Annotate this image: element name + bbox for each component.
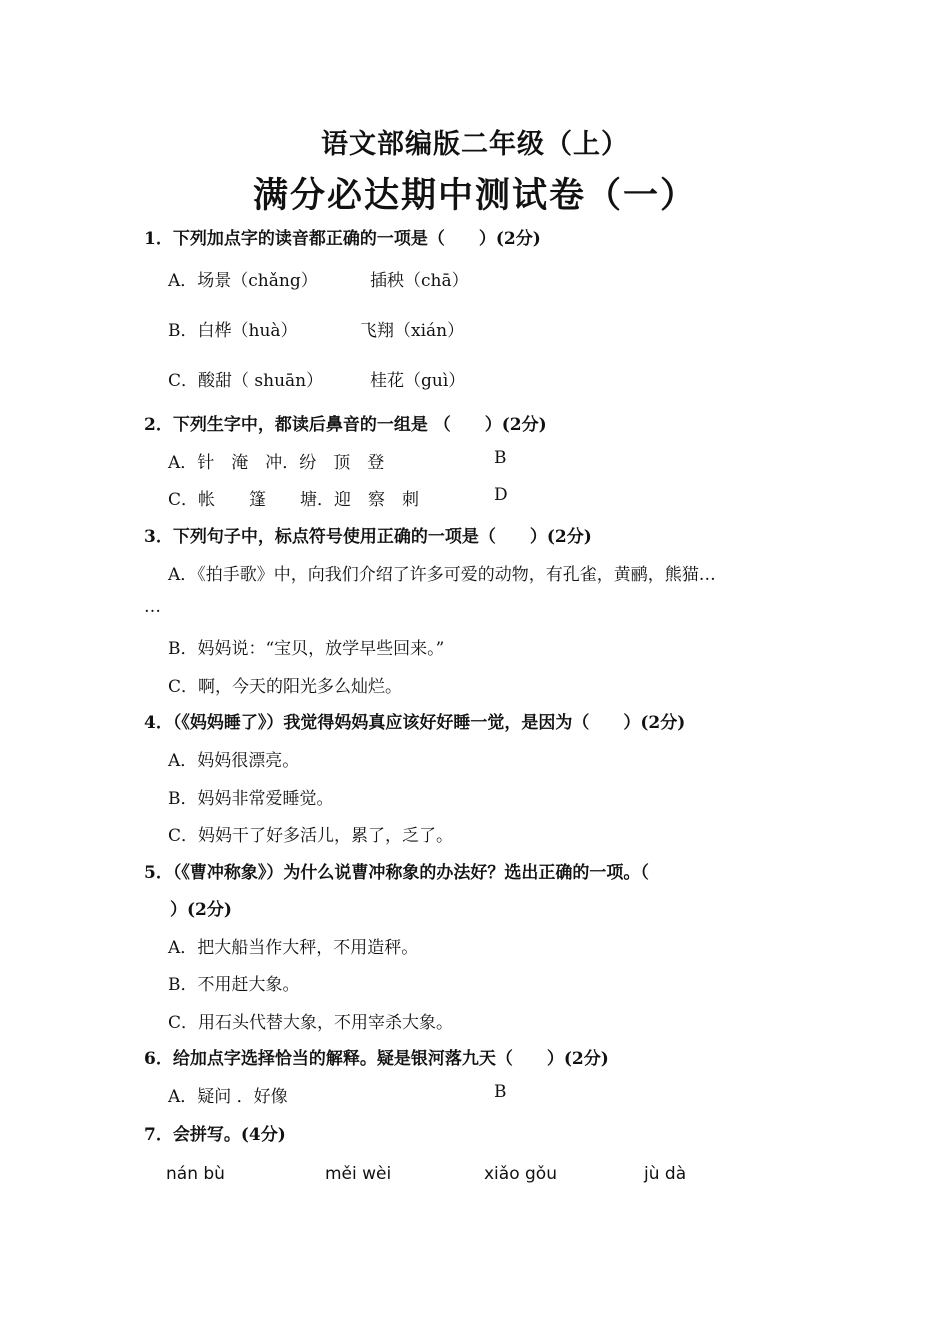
q4-option-c: C．妈妈干了好多活儿，累了，乏了。 — [168, 826, 454, 846]
q1-option-b-word2: 飞翔（xián） — [360, 321, 465, 341]
q3-option-a-continued: … — [144, 597, 161, 617]
q3-option-b: B．妈妈说：“宝贝，放学早些回来。” — [168, 639, 445, 659]
question-4-stem: 4．（《妈妈睡了》）我觉得妈妈真应该好好睡一觉，是因为（ ）(2分) — [144, 713, 686, 733]
q3-option-c: C．啊，今天的阳光多么灿烂。 — [168, 677, 403, 697]
question-5-stem: 5．（《曹冲称象》）为什么说曹冲称象的办法好？选出正确的一项。（ — [144, 863, 649, 883]
question-6-stem: 6．给加点字选择恰当的解释。疑是银河落九天（ ）(2分) — [144, 1049, 609, 1069]
q4-option-b: B．妈妈非常爱睡觉。 — [168, 789, 334, 809]
q5-option-a: A．把大船当作大秤，不用造秤。 — [168, 938, 419, 958]
question-1-stem: 1．下列加点字的读音都正确的一项是（ ）(2分) — [144, 229, 541, 249]
q1-option-a-word1: A．场景（chǎng） — [168, 271, 318, 291]
question-7-stem: 7．会拼写。(4分) — [144, 1125, 286, 1145]
q1-option-c-word1: C．酸甜（ shuān） — [168, 371, 324, 391]
q2-option-d: D — [494, 485, 508, 505]
q2-option-a: A．针 淹 冲．纷 顶 登 — [168, 453, 385, 473]
question-2-stem: 2．下列生字中，都读后鼻音的一组是 （ ）(2分) — [144, 415, 547, 435]
q2-option-b: B — [494, 448, 507, 468]
q6-option-a: A．疑问 ．好像 — [168, 1087, 288, 1107]
pinyin-item: nán bù — [166, 1164, 225, 1184]
q5-option-c: C．用石头代替大象，不用宰杀大象。 — [168, 1013, 454, 1033]
pinyin-item: měi wèi — [325, 1164, 392, 1184]
q6-option-b: B — [494, 1082, 507, 1102]
question-5-stem-continued: ）(2分) — [170, 900, 232, 920]
pinyin-item: jù dà — [644, 1164, 687, 1184]
q2-option-c: C．帐 篷 塘．迎 察 刺 — [168, 490, 420, 510]
q1-option-c-word2: 桂花（guì） — [370, 371, 466, 391]
exam-subtitle: 满分必达期中测试卷（一） — [252, 175, 697, 216]
q3-option-a: A．《拍手歌》中，向我们介绍了许多可爱的动物，有孔雀，黄鹂，熊猫… — [168, 565, 716, 585]
q4-option-a: A．妈妈很漂亮。 — [168, 751, 300, 771]
q1-option-a-word2: 插秧（chā） — [370, 271, 469, 291]
exam-title: 语文部编版二年级（上） — [321, 129, 629, 160]
q5-option-b: B．不用赶大象。 — [168, 975, 300, 995]
pinyin-item: xiǎo gǒu — [484, 1164, 557, 1184]
question-3-stem: 3．下列句子中，标点符号使用正确的一项是（ ）(2分) — [144, 527, 592, 547]
q1-option-b-word1: B．白桦（huà） — [168, 321, 298, 341]
